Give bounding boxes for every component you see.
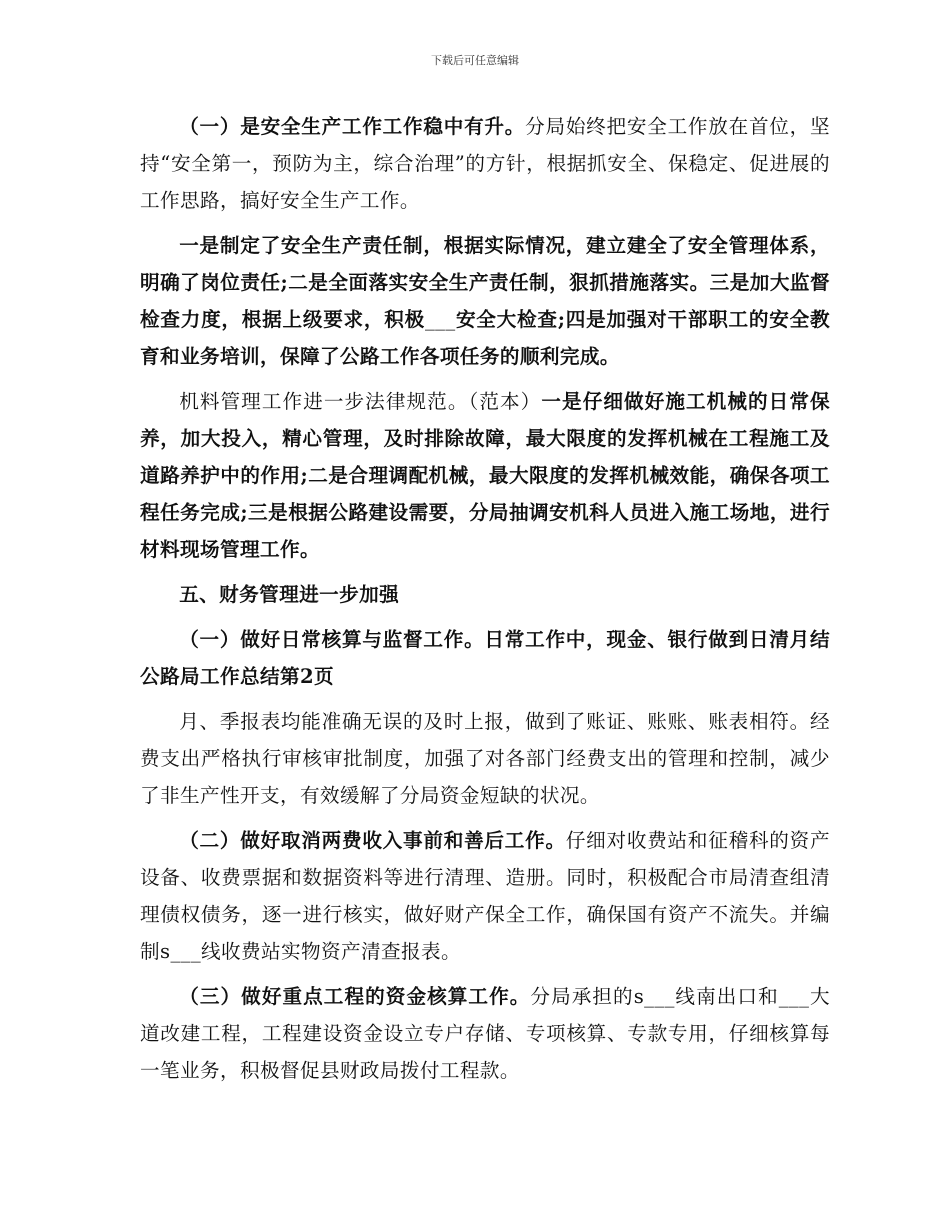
blank-placeholder: ___	[170, 940, 202, 963]
paragraph-safety-measures	[140, 227, 830, 375]
paragraph-text: 安全大检查;四是加强对干部职工的安全教育和业务培训，保障了公路工作各项任务的顺利完成。	[140, 308, 830, 368]
paragraph-text: 分局始终把安全工作放在首位，坚持“安全第一，预防为主，综合治理”的方针，根据抓安全、保稳定、促进展的工作思路，搞好安全生产工作。	[140, 115, 830, 212]
paragraph-text: 线收费站实物资产清查报表。	[201, 940, 461, 963]
heading-key-projects: （三）做好重点工程的资金核算工作。	[179, 985, 531, 1008]
paragraph-text: 线南出口和	[674, 985, 779, 1008]
blank-placeholder: ___	[644, 985, 675, 1008]
paragraph-text: 大道改建工程，工程建设资金设立专户存储、专项核算、专款专用，仔细核算每一笔业务，积极督促县财政局拨付工程款。	[140, 985, 830, 1082]
paragraph-text: 一是仔细做好施工机械的日常保养，加大投入，精心管理，及时排除故障，最大限度的发挥机械在工程施工及道路养护中的作用;二是合理调配机械，最大限度的发挥机械效能，确保各项工程任务完成;三是根据公路建设需要，分局抽调安机科人员进入施工场地，进行材料现场管理工作。	[140, 390, 830, 561]
paragraph-text: 仔细对收费站和征稽科的资产设备、收费票据和数据资料等进行清理、造册。同时，积极配合市局清查组清理债权债务，逐一进行核实，做好财产保全工作，确保国有资产不流失。并编制s	[140, 829, 830, 963]
paragraph-safety-intro	[140, 108, 830, 219]
heading-fee-cancellation: （二）做好取消两费收入事前和善后工作。	[179, 829, 566, 852]
paragraph-text: 机料管理工作进一步法律规范。（范本）	[179, 390, 542, 413]
paragraph-daily-accounting: （一）做好日常核算与监督工作。日常工作中，现金、银行做到日清月结公路局工作总结第2页	[140, 628, 830, 688]
paragraph-reports: 月、季报表均能准确无误的及时上报，做到了账证、账账、账表相符。经费支出严格执行审核审批制度，加强了对各部门经费支出的管理和控制，减少了非生产性开支，有效缓解了分局资金短缺的状况。	[140, 710, 830, 807]
section-heading-finance: 五、财务管理进一步加强	[179, 583, 400, 606]
heading-safety: （一）是安全生产工作工作稳中有升。	[179, 115, 526, 138]
paragraph-text: 分局承担的s	[530, 985, 645, 1008]
paragraph-fee-cancellation	[140, 822, 830, 970]
document-body	[140, 108, 830, 1097]
blank-placeholder: ___	[424, 308, 456, 331]
paragraph-machinery	[140, 383, 830, 568]
paragraph-key-projects	[140, 978, 830, 1089]
blank-placeholder: ___	[778, 985, 810, 1008]
page-header: 下载后可任意编辑	[431, 54, 519, 67]
paragraph-text: 一是制定了安全生产责任制，根据实际情况，建立建全了安全管理体系，明确了岗位责任;二是全面落实安全生产责任制，狠抓措施落实。三是加大监督检查力度，根据上级要求，积极	[140, 234, 830, 331]
